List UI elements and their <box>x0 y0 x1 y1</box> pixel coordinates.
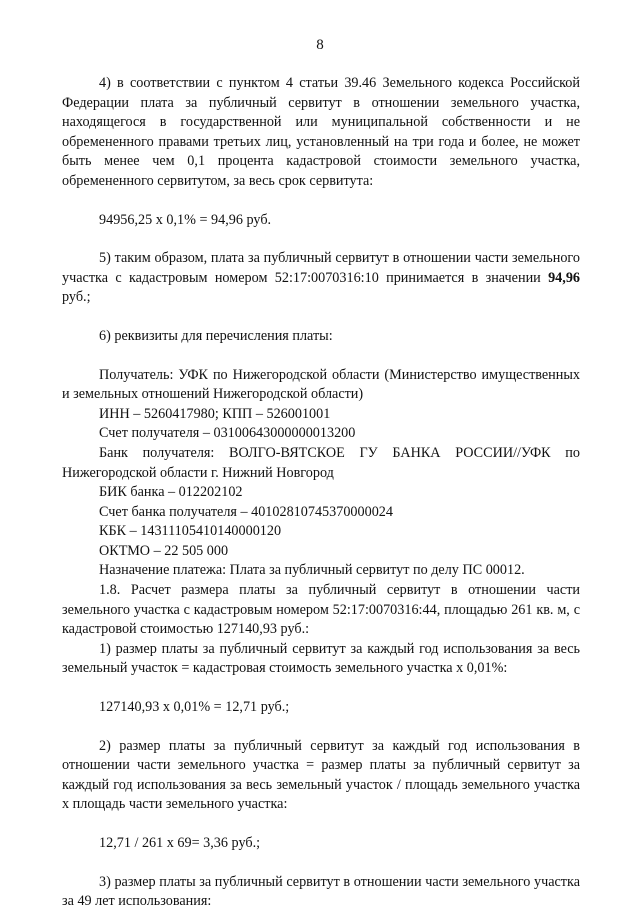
recipient-account: Счет получателя – 03100643000000013200 <box>99 425 356 442</box>
paragraph-5-suffix: руб.; <box>62 289 91 306</box>
item-1: 1) размер платы за публичный сервитут за каждый год использования за весь земельный участок = кадастровая стоимость земельного участка х 0,01%: <box>62 640 580 677</box>
paragraph-4: 4) в соответствии с пунктом 4 статьи 39.46 Земельного кодекса Российской Федерации плата за публичный сервитут в отношении земельного участка, находящегося в государственной или муниципальной собственности и не обремененного правами третьих лиц, установленный на три года и более, не может быть менее чем 0,1 процента кадастровой стоимости земельного участка, обремененного сервитутом, за весь срок сервитута: <box>62 75 580 189</box>
paragraph-5-text: 5) таким образом, плата за публичный сервитут в отношении части земельного участка с кадастровым номером 52:17:0070316:10 принимается в значении <box>62 250 580 286</box>
bik: БИК банка – 012202102 <box>99 484 243 501</box>
bank: Банк получателя: ВОЛГО-ВЯТСКОЕ ГУ БАНКА РОССИИ//УФК по Нижегородской области г. Нижний Новгород <box>62 444 580 481</box>
item-2: 2) размер платы за публичный сервитут за каждый год использования в отношении части земельного участка = размер платы за публичный сервитут за каждый год использования за весь земельный участок / площадь земельного участка х площадь части земельного участка: <box>62 737 580 813</box>
calculation-3: 12,71 / 261 х 69= 3,36 руб.; <box>99 835 261 851</box>
paragraph-6: 6) реквизиты для перечисления платы: <box>99 327 333 344</box>
inn-kpp: ИНН – 5260417980; КПП – 526001001 <box>99 405 331 422</box>
document-body <box>62 74 580 912</box>
page-number: 8 <box>316 37 324 53</box>
section-1-8: 1.8. Расчет размера платы за публичный сервитут в отношении части земельного участка с кадастровым номером 52:17:0070316:44, площадью 261 кв. м, с кадастровой стоимостью 127140,93 руб.: <box>62 582 580 638</box>
oktmo: ОКТМО – 22 505 000 <box>99 542 229 559</box>
payment-purpose: Назначение платежа: Плата за публичный сервитут по делу ПС 00012. <box>99 562 525 579</box>
recipient: Получатель: УФК по Нижегородской области (Министерство имущественных и земельных отношений Нижегородской области) <box>62 366 580 403</box>
paragraph-5 <box>62 249 580 308</box>
item-3: 3) размер платы за публичный сервитут в отношении части земельного участка за 49 лет использования: <box>62 873 580 910</box>
kbk: КБК – 14311105410140000120 <box>99 523 282 540</box>
calculation-2: 127140,93 х 0,01% = 12,71 руб.; <box>99 699 290 716</box>
paragraph-5-amount: 94,96 <box>548 269 580 286</box>
bank-account: Счет банка получателя – 40102810745370000024 <box>99 503 393 520</box>
calculation-1: 94956,25 х 0,1% = 94,96 руб. <box>99 211 272 228</box>
